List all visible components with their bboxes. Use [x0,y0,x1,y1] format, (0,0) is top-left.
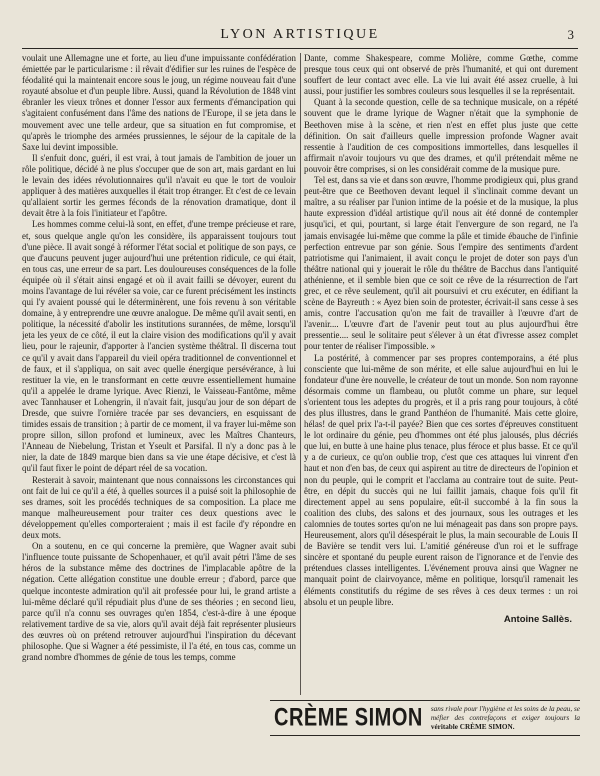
paragraph: Il s'enfuit donc, guéri, il est vrai, à tout jamais de l'ambition de jouer un rôle politique, décidé à ne plus s'occuper que de son art, mais gardant en lui le levain des idées révolutionnaires qu'il n'avait eu que le tort de vouloir appliquer à des matières auxquelles il était trop étranger. Et c'est de ce levain qu'allaient sortir les germes féconds de la rénovation dramatique, dont il devait être à la fois l'initiateur et l'apôtre. [22,152,296,219]
ad-text-line2: contrefaçons et exiger toujours la [469,713,580,722]
ad-text-line1: sans rivale pour l'hygiène et les soins de la peau, se méfier des [430,704,580,722]
paragraph: Dante, comme Shakespeare, comme Molière, comme Gœthe, comme presque tous ceux qui ont observé de près l'humanité, et qui ont durement souffert de leur contact avec elle. La vie lui avait été assez cruelle, à lui aussi, pour justifier les sombres couleurs sous lesquelles il se la représentait. [304,53,578,97]
paragraph: voulait une Allemagne une et forte, au lieu d'une impuissante confédération émiettée par le particularisme : il rêvait d'édifier sur les ruines de l'espèce de féodalité qui la maintenait encore sous le joug, un régime nouveau fait d'une royauté absolue et d'un peuple libre. Aussi, quand la Révolution de 1848 vint ébranler les vieux trônes et donner l'essor aux ferments d'émancipation qui s'agitaient confusément dans l'âme des nations de l'Europe, il se jeta dans le mouvement avec une telle ardeur, que sa situation en fut compromise, et qu'après le triomphe des armées prussiennes, le séjour de la capitale de la Saxe lui devint impossible. [22,53,296,152]
ad-text [431,705,580,732]
paragraph: Les hommes comme celui-là sont, en effet, d'une trempe précieuse et rare, et, sous quelque angle qu'on les considère, ils apparaissent toujours tout d'une pièce. Il avait songé à réformer l'état social et politique de son pays, ce que d'aucuns peuvent juger aujourd'hui une prétention ridicule, ce qui était, en tous cas, une erreur de sa part. Les douloureuses conséquences de la folle équipée où il s'était ainsi engagé et où il avait failli se dévoyer, eurent du moins l'avantage de lui révéler sa voie, car ce furent précisément les instincts qui l'y avaient poussé qui le déterminèrent, une fois revenu à son véritable domaine, à y entreprendre une œuvre analogue. De même qu'il avait senti, en politique, la nécessité d'abolir les institutions surannées, de même, lorsqu'il jeta les yeux de ce côté, il eut la claire vision des modifications qu'il y avait lieu, pour le rajeunir, d'apporter à l'ancien système théâtral. Il discerna tout ce qu'il y avait dans l'appareil du vieil opéra traditionnel de conventionnel et de faux, et il s'appliqua, on sait avec quelle énergique persévérance, à lui restituer la vie, en le transformant en cette œuvre essentiellement humaine qu'il a appelée le drame lyrique. Avec Rienzi, le Vaisseau-Fantôme, même avec Tannhauser et Lohengrin, il n'avait fait, jusqu'au jour de son départ de Dresde, que suivre l'ornière tracée par ses devanciers, en esquissant de timides essais de transition ; à partir de ce moment, il va frayer lui-même son propre sillon, sillon profond et lumineux, avec les Maîtres Chanteurs, l'Anneau de Niebelung, Tristan et Yseult et Parsifal. Il n'y a donc pas à le nier, la date de 1849 marque bien dans sa vie une étape décisive, et c'est là qu'il faut fixer le point de départ réel de sa vocation. [22,219,296,474]
ad-brand-name: CRÈME SIMON [274,703,423,732]
advertisement-banner [270,700,580,736]
right-column [304,53,578,695]
page-number: 3 [567,27,574,42]
paragraph: Resterait à savoir, maintenant que nous connaissons les circonstances qui ont fait de lui ce qu'il a été, à quelles sources il a puisé soit la philosophie de ses drames, soit les procédés techniques de sa composition. La place me manque malheureusement pour traiter ces deux questions avec le développement qu'elles comporteraient ; mais il est facile d'y répondre en deux mots. [22,474,296,541]
left-column [22,53,296,695]
author-signature: Antoine Sallès. [503,613,572,625]
paragraph: Quant à la seconde question, celle de sa technique musicale, on a répété souvent que le drame lyrique de Wagner n'était que la symphonie de Beethoven mise à la scène, et rien n'est en effet plus juste que cette définition. On sait d'ailleurs quelle impression profonde Wagner avait ressentie à l'audition de ces compositions immortelles, dans lesquelles il affirmait n'avoir toujours vu que des drames, et qu'il prétendait même ne pouvoir être comprises, si on les considérait comme de la musique pure. [304,97,578,174]
header-rule [22,48,578,49]
paragraph: La postérité, à commencer par ses propres contemporains, a été plus consciente que lui-même de son mérite, et elle salue aujourd'hui en lui le fondateur d'une ère nouvelle, le créateur de tout un monde. Son nom rayonne désormais comme un flambeau, ou plutôt comme un phare, sur lequel s'orientent tous les adeptes du progrès, et il a pris rang pour toujours, à côté des plus illustres, dans le grand Panthéon de l'humanité. Mais cette gloire, hélas! de quel prix l'a-t-il payée? Bien que ces sortes d'épreuves constituent le lot ordinaire du génie, peu d'hommes ont été plus jalousés, plus décriés que lui, en butte à une haine plus tenace, plus féroce et plus basse. Et ce qu'il y a de curieux, ce qu'on oublie trop, c'est que ces attaques lui vinrent d'en haut et non d'en bas, de ceux qui aspirent au titre de directeurs de l'opinion et non du peuple, qui le comprit et l'acclama au contraire tout de suite. Peut-être, en dépit du succès qui ne lui faillit jamais, chaque fois qu'il fit directement appel au sens populaire, eût-il succombé à la fin sous la coalition des clubs, des salons et des journaux, sous les outrages et les calomnies de toutes sortes qu'on ne lui ménageait pas dans son propre pays. Heureusement, alors qu'il désespérait le plus, la main secourable de Louis II de Bavière se tendit vers lui. L'amitié généreuse d'un roi et le suffrage sincère et spontané du peuple eurent raison de l'ignorance et de l'envie des prétendues classes intelligentes. L'événement prouva ainsi que Wagner ne manquait point de clairvoyance, même en politique, lorsqu'il ramenait les éléments constitutifs du régime de ses rêves à ces deux termes : un roi absolu et un peuple libre. [304,352,578,607]
column-divider [300,53,301,695]
page-header [22,24,578,46]
ad-text-emphasis: véritable CRÈME SIMON. [430,722,515,731]
paragraph: On a soutenu, en ce qui concerne la première, que Wagner avait subi l'influence toute puissante de Schopenhauer, et qu'il avait pétri l'âme de ses héros de la substance même des doctrines de l'implacable apôtre de la négation. Cette allégation constitue une double erreur ; d'abord, parce que quelque inconteste admiration qu'il ait professée pour lui, le grand artiste a lui-même déclaré qu'il répudiait plus d'une de ses théories ; en second lieu, parce qu'il n'a connu ses ouvrages qu'en 1854, c'est-à-dire à une époque relativement tardive de sa vie, alors qu'il avait déjà fait représenter plusieurs des œuvres où on prétend retrouver aujourd'hui l'inspiration du décevant philosophe. Que si Wagner a été pessimiste, il l'a été, en tous cas, comme un grand nombre d'hommes de génie de tous les temps, comme [22,541,296,663]
paragraph: Tel est, dans sa vie et dans son œuvre, l'homme prodigieux qui, plus grand peut-être que ce Beethoven devant lequel il s'inclinait comme devant un maître, a su réaliser par l'union intime de la poésie et de la musique, la plus haute expression d'idéal artistique qu'il nous ait été donné de contempler jusqu'ici, et qui, pourtant, si large était l'envergure de son regard, ne l'a jamais envisagée lui-même que comme la pâle et timide ébauche de l'infinie perfection entrevue par son génie. Sous l'empire des sentiments d'ardent patriotisme qui l'animaient, il avait conçu le projet de doter son pays d'un théâtre national qui y jouerait le rôle du théâtre de Bacchus dans l'antiquité athénienne, et il semble bien que ce soit ce rêve de la résurrection de l'art grec, et ce rêve seulement, qu'il ait poursuivi et cru exécuter, en édifiant la scène de Bayreuth : « Ayez bien soin de protester, écrivait-il sans cesse à ses amis, contre l'accusation qu'on me fait de travailler à l'œuvre d'art de l'avenir.... L'œuvre d'art de l'avenir peut tout au plus aujourd'hui être pressentie.... seul le solitaire peut s'élever à un état d'ivresse assez complet pour tenter de réaliser l'impossible. » [304,175,578,352]
article-columns [22,53,578,695]
journal-title: LYON ARTISTIQUE [220,27,380,42]
